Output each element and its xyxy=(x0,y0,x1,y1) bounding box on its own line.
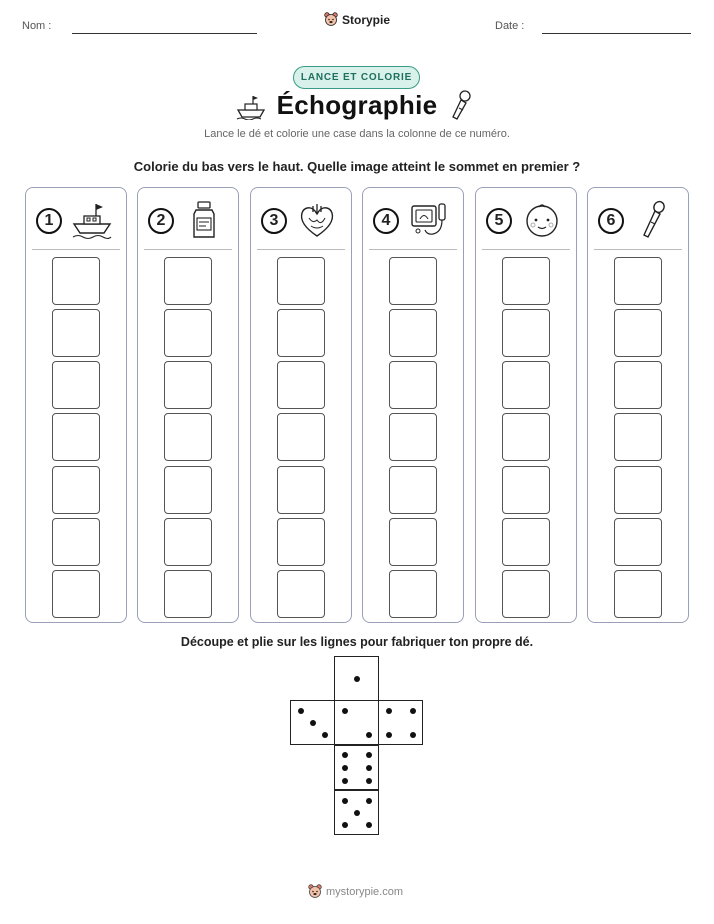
die-pip xyxy=(310,720,316,726)
name-line xyxy=(72,33,257,34)
column-number: 4 xyxy=(373,208,399,234)
page-title: Échographie xyxy=(276,90,438,120)
column-3 xyxy=(250,187,352,623)
color-cell[interactable] xyxy=(389,518,437,566)
color-cell[interactable] xyxy=(389,413,437,461)
column-header xyxy=(486,200,570,244)
color-cell[interactable] xyxy=(277,466,325,514)
die-face-1 xyxy=(334,656,379,701)
color-cell[interactable] xyxy=(502,413,550,461)
color-cell[interactable] xyxy=(52,413,100,461)
ultrasound-machine-icon xyxy=(409,200,449,245)
color-cell[interactable] xyxy=(52,361,100,409)
die-pip xyxy=(342,708,348,714)
die-pip xyxy=(354,810,360,816)
die-pip xyxy=(342,778,348,784)
color-cell[interactable] xyxy=(614,309,662,357)
activity-badge: LANCE ET COLORIE xyxy=(293,66,420,89)
die-face-2 xyxy=(334,700,379,745)
color-cell[interactable] xyxy=(614,257,662,305)
color-cell[interactable] xyxy=(164,361,212,409)
column-divider xyxy=(594,249,682,250)
column-divider xyxy=(369,249,457,250)
column-number: 1 xyxy=(36,208,62,234)
date-label: Date : xyxy=(495,20,525,32)
column-number: 2 xyxy=(148,208,174,234)
color-cell[interactable] xyxy=(164,466,212,514)
color-cell[interactable] xyxy=(277,413,325,461)
color-cell[interactable] xyxy=(164,309,212,357)
die-face-3 xyxy=(290,700,335,745)
column-header xyxy=(261,200,345,244)
date-line xyxy=(542,33,691,34)
die-pip xyxy=(410,732,416,738)
die-pip xyxy=(298,708,304,714)
die-face-6 xyxy=(334,745,379,790)
color-cell[interactable] xyxy=(52,309,100,357)
die-pip xyxy=(386,708,392,714)
color-cell[interactable] xyxy=(614,413,662,461)
bear-logo-icon xyxy=(308,884,322,900)
cut-instruction: Découpe et plie sur les lignes pour fabriquer ton propre dé. xyxy=(180,635,534,649)
footer xyxy=(308,884,403,900)
column-header xyxy=(598,200,682,244)
heart-icon xyxy=(297,200,337,245)
bear-logo-icon xyxy=(324,12,338,28)
color-cell[interactable] xyxy=(502,309,550,357)
color-cell[interactable] xyxy=(164,518,212,566)
color-cell[interactable] xyxy=(164,570,212,618)
column-2 xyxy=(137,187,239,623)
color-cell[interactable] xyxy=(389,466,437,514)
die-pip xyxy=(342,765,348,771)
column-1 xyxy=(25,187,127,623)
color-cell[interactable] xyxy=(502,518,550,566)
die-pip xyxy=(322,732,328,738)
column-4 xyxy=(362,187,464,623)
color-cell[interactable] xyxy=(52,570,100,618)
die-pip xyxy=(366,765,372,771)
die-face-4 xyxy=(378,700,423,745)
ultrasound-probe-icon xyxy=(450,90,474,122)
color-cell[interactable] xyxy=(389,257,437,305)
color-cell[interactable] xyxy=(614,518,662,566)
boat-icon xyxy=(72,200,112,245)
die-pip xyxy=(366,752,372,758)
column-header xyxy=(36,200,120,244)
instruction: Colorie du bas vers le haut. Quelle image atteint le sommet en premier ? xyxy=(133,159,581,174)
color-cell[interactable] xyxy=(277,309,325,357)
color-cell[interactable] xyxy=(502,257,550,305)
color-cell[interactable] xyxy=(52,257,100,305)
die-pip xyxy=(342,798,348,804)
die-pip xyxy=(366,798,372,804)
die-pip xyxy=(366,778,372,784)
brand-logo xyxy=(324,12,390,28)
color-cell[interactable] xyxy=(277,518,325,566)
footer-url: mystorypie.com xyxy=(326,886,404,898)
color-cell[interactable] xyxy=(164,257,212,305)
color-cell[interactable] xyxy=(614,361,662,409)
color-cell[interactable] xyxy=(52,466,100,514)
column-6 xyxy=(587,187,689,623)
color-cell[interactable] xyxy=(614,570,662,618)
subtitle: Lance le dé et colorie une case dans la colonne de ce numéro. xyxy=(204,128,510,140)
color-cell[interactable] xyxy=(389,361,437,409)
die-pip xyxy=(354,676,360,682)
column-header xyxy=(373,200,457,244)
die-pip xyxy=(366,822,372,828)
column-divider xyxy=(32,249,120,250)
color-cell[interactable] xyxy=(614,466,662,514)
brand-name: Storypie xyxy=(342,13,391,27)
ultrasound-probe-icon xyxy=(634,200,674,245)
column-number: 6 xyxy=(598,208,624,234)
color-cell[interactable] xyxy=(502,466,550,514)
column-header xyxy=(148,200,232,244)
die-pip xyxy=(366,732,372,738)
column-5 xyxy=(475,187,577,623)
baby-face-icon xyxy=(522,200,562,245)
die-pip xyxy=(410,708,416,714)
column-divider xyxy=(144,249,232,250)
column-number: 3 xyxy=(261,208,287,234)
die-pip xyxy=(386,732,392,738)
die-pip xyxy=(342,822,348,828)
color-cell[interactable] xyxy=(164,413,212,461)
name-label: Nom : xyxy=(22,20,52,32)
color-cell[interactable] xyxy=(502,361,550,409)
die-face-5 xyxy=(334,790,379,835)
color-cell[interactable] xyxy=(277,361,325,409)
color-cell[interactable] xyxy=(389,309,437,357)
column-divider xyxy=(482,249,570,250)
color-cell[interactable] xyxy=(502,570,550,618)
column-divider xyxy=(257,249,345,250)
bottle-icon xyxy=(184,200,224,245)
color-cell[interactable] xyxy=(389,570,437,618)
color-cell[interactable] xyxy=(277,570,325,618)
color-cell[interactable] xyxy=(52,518,100,566)
column-number: 5 xyxy=(486,208,512,234)
die-pip xyxy=(342,752,348,758)
color-cell[interactable] xyxy=(277,257,325,305)
